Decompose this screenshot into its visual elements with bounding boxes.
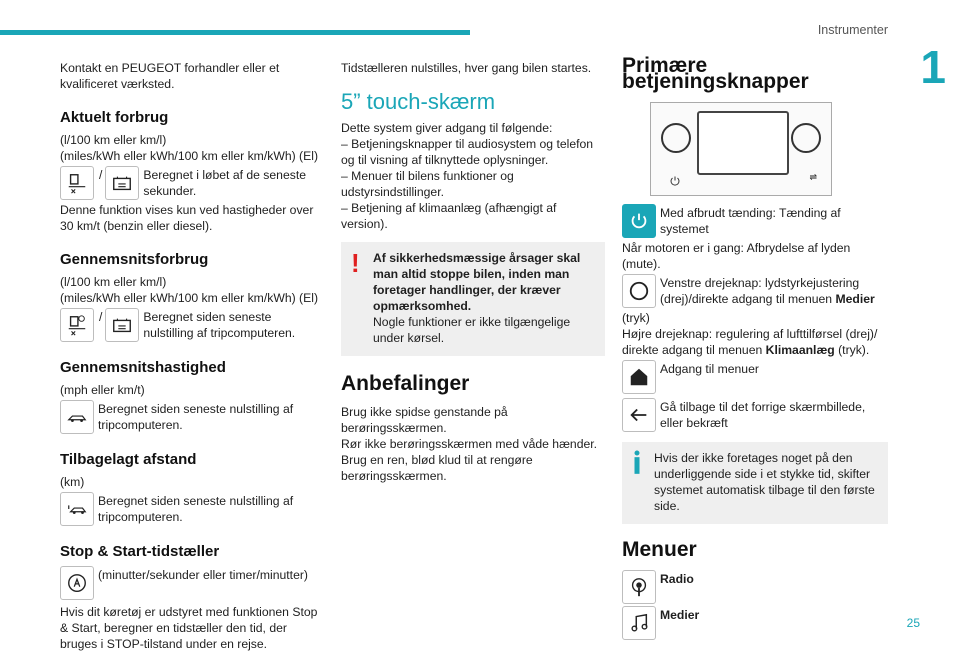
primary-controls-heading: Primære betjeningsknapper [622,54,809,93]
left-knob-row [622,274,888,308]
home-icon [622,360,656,394]
left-knob-post: (tryk) [622,311,650,325]
stopstart-desc: Hvis dit køretøj er udstyret med funktionen Stop & Start, beregner en tidstæller den tid, der bruges i STOP-tilstand under en rejse. [60,605,318,651]
touch-item-1: – Betjeningsknapper til audiosystem og telefon og til visning af tilknyttede oplysninger. [341,137,594,167]
radio-icon [622,570,656,604]
menu-media-row [622,606,888,640]
speed-units: (mph eller km/t) [60,383,145,397]
current-note: Denne funktion vises kun ved hastigheder over 30 km/t (benzin eller diesel). [60,203,314,233]
intro-text: Kontakt en PEUGEOT forhandler eller et kvalificeret værksted. [60,61,280,91]
warning-box [341,242,605,356]
back-arrow-icon [622,398,656,432]
stopstart-heading: Stop & Start-tidstæller [60,543,220,560]
menus-heading: Menuer [622,538,697,561]
warning-text: Nogle funktioner er ikke tilgængelige under kørsel. [373,315,571,345]
left-knob-text: Venstre drejeknap: lydstyrkejustering (drej)/direkte adgang til menuen [660,276,860,306]
fuel-average-icon [60,308,94,342]
info-box [622,442,888,524]
speed-desc: Beregnet siden seneste nulstilling af tripcomputeren. [98,402,294,432]
power-row [622,204,888,238]
touch-intro: Dette system giver adgang til følgende: [341,121,553,135]
recommendations-text: Brug ikke spidse genstande på berøringsskærmen. Rør ikke berøringsskærmen med våde hænder. Brug en ren, blød klud til at rengøre berøringsskærmen. [341,405,598,483]
home-row [622,360,888,394]
left-knob-bold: Medier [835,292,875,306]
back-row [622,398,888,432]
left-knob-desc [660,274,888,307]
left-knob-icon [622,274,656,308]
usb-icon: ⇌ [809,172,817,182]
head-unit-illustration [650,102,832,196]
chapter-number: 1 [920,41,946,93]
column-middle [341,60,605,484]
column-right [622,54,888,642]
battery-instant-icon [105,166,139,200]
stopstart-row [60,566,322,600]
current-desc: Beregnet i løbet af de seneste sekunder. [143,168,306,198]
power-icon [669,175,681,187]
menu-radio-row [622,570,888,604]
fuel-instant-icon [60,166,94,200]
right-knob-desc [622,326,888,358]
info-icon [632,450,654,514]
current-units: (l/100 km eller km/l) (miles/kWh eller kWh/100 km eller km/kWh) (El) [60,133,318,163]
average-consumption-heading: Gennemsnitsforbrug [60,251,209,268]
header-bar [0,30,470,35]
right-knob-illustration [791,123,821,153]
back-desc: Gå tilbage til det forrige skærmbillede, eller bekræft [660,400,866,430]
distance-desc: Beregnet siden seneste nulstilling af tripcomputeren. [98,494,294,524]
warning-icon: ! [351,248,360,278]
touch-screen-heading: 5” touch-skærm [341,89,496,114]
chapter-title: Instrumenter [817,23,888,37]
current-icons-row [60,166,322,200]
page-number: 25 [906,616,920,630]
reset-text: Tidstælleren nulstilles, hver gang bilen startes. [341,61,592,75]
battery-average-icon [105,308,139,342]
stopstart-timer-icon [60,566,94,600]
power-desc: Med afbrudt tænding: Tænding af systemet [660,206,841,236]
distance-heading: Tilbagelagt afstand [60,451,197,468]
car-distance-icon [60,492,94,526]
slash: / [99,310,103,324]
column-left [60,60,322,652]
right-knob-text: Højre drejeknap: regulering af lufttilførsel (drej)/ direkte adgang til menuen [622,327,878,357]
right-knob-bold: Klimaanlæg [765,343,835,357]
warning-bold-text: Af sikkerhedsmæssige årsager skal man altid stoppe bilen, inden man foretager handlinger, der kræver opmærksomhed. [373,251,581,313]
power-icon [622,204,656,238]
menu-media-label: Medier [660,608,700,622]
average-units: (l/100 km eller km/l) (miles/kWh eller kWh/100 km eller km/kWh) (El) [60,275,318,305]
distance-units: (km) [60,475,85,489]
music-note-icon [622,606,656,640]
left-knob-illustration [661,123,691,153]
average-desc: Beregnet siden seneste nulstilling af tripcomputeren. [143,310,296,340]
touch-item-2: – Menuer til bilens funktioner og udstyrsindstillinger. [341,169,514,199]
touch-item-3: – Betjening af klimaanlæg (afhængigt af version). [341,201,557,231]
speed-row [60,400,322,434]
right-knob-post: (tryk). [834,343,870,357]
home-desc: Adgang til menuer [660,362,759,376]
stopstart-units: (minutter/sekunder eller timer/minutter) [98,568,308,582]
current-consumption-heading: Aktuelt forbrug [60,109,169,126]
car-speed-icon [60,400,94,434]
average-icons-row [60,308,322,342]
average-speed-heading: Gennemsnitshastighed [60,359,226,376]
info-text: Hvis der ikke foretages noget på den underliggende side i et stykke tid, skifter systemet automatisk tilbage til den første side. [654,451,875,513]
slash: / [99,168,103,182]
menu-radio-label: Radio [660,572,694,586]
power-note: Når motoren er i gang: Afbrydelse af lyden (mute). [622,241,851,271]
distance-row [60,492,322,526]
recommendations-heading: Anbefalinger [341,372,470,395]
screen-illustration [697,111,789,175]
